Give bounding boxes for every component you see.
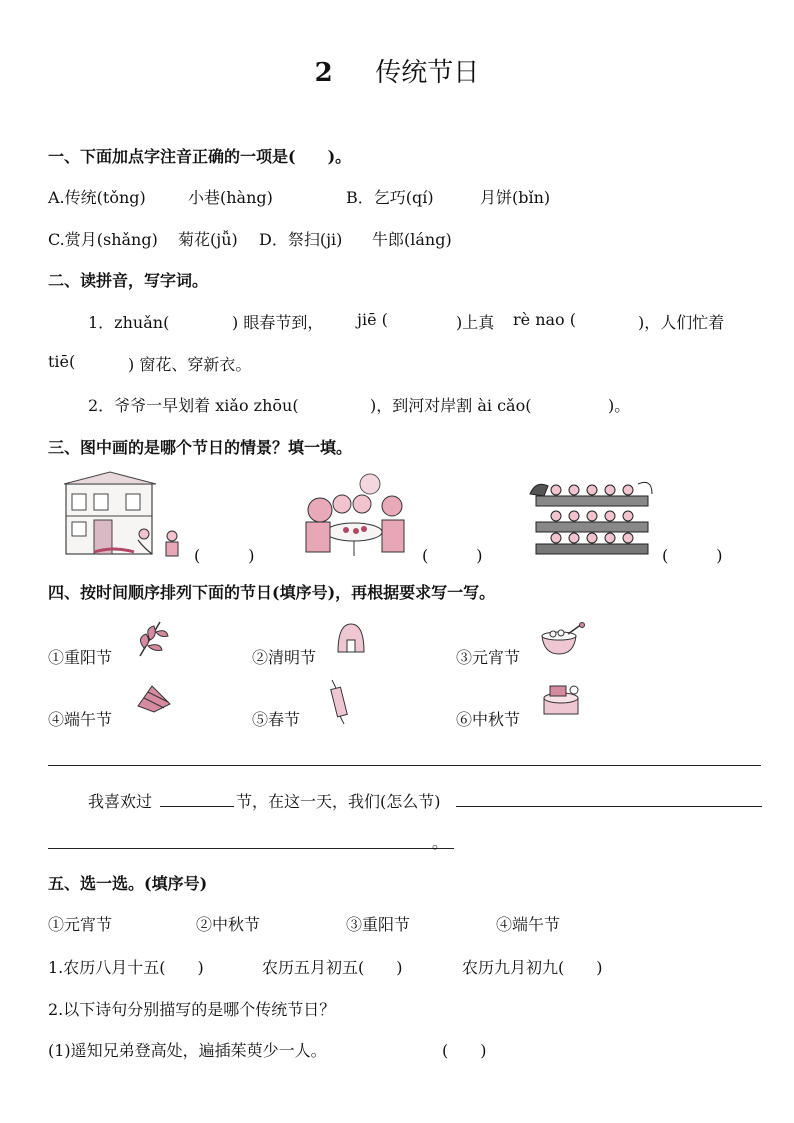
q1-part-h: ) 窗花、穿新衣。 — [128, 355, 252, 374]
option-b1: B．乞巧(qí) — [346, 188, 434, 207]
q1-part-b: ) 眼春节到， — [232, 313, 324, 332]
write-prompt-b: 节，在这一天，我们(怎么节) — [236, 792, 441, 811]
section-3-heading: 三、图中画的是哪个节日的情景？填一填。 — [48, 438, 353, 457]
q1-part-c: jiē ( — [357, 310, 388, 329]
option-c1: C.赏月(shǎng) — [48, 230, 158, 249]
festival-item-yuanxiao: ③元宵节 — [456, 648, 521, 667]
option-d2: 牛郎(láng) — [372, 230, 452, 249]
mooncake-icon — [542, 684, 582, 718]
lesson-title: 传统节日 — [375, 58, 480, 88]
lesson-number: 2 — [314, 58, 333, 88]
option-a2: 小巷(hàng) — [188, 188, 273, 207]
poem-line-1: (1)遥知兄弟登高处，遍插茱萸少一人。 — [48, 1041, 327, 1060]
option-a1: A.传统(tǒng) — [48, 188, 146, 207]
festival-item-zhongqiu: ⑥中秋节 — [456, 710, 521, 729]
answer-line-order[interactable] — [48, 765, 761, 766]
option-b2: 月饼(bǐn) — [480, 188, 551, 207]
poem-1-blank[interactable]: ( ) — [442, 1041, 487, 1060]
festival-item-chunjie: ⑤春节 — [252, 710, 301, 729]
q2-part-a: 2．爷爷一早划着 xiǎo zhōu( — [88, 396, 299, 415]
choice-option-3: ③重阳节 — [346, 915, 411, 934]
q1-part-g: tiē( — [48, 352, 76, 371]
activity-blank-line-1[interactable] — [456, 806, 762, 807]
page-title — [0, 52, 794, 89]
festival-item-duanwu: ④端午节 — [48, 710, 113, 729]
q1-part-d: )上真 — [456, 313, 495, 332]
q1-part-a: 1．zhuǎn( — [88, 313, 170, 332]
festival-item-qingming: ②清明节 — [252, 648, 317, 667]
poem-question: 2.以下诗句分别描写的是哪个传统节日？ — [48, 1000, 336, 1019]
option-d1: D．祭扫(ji) — [259, 230, 343, 249]
tomb-icon — [336, 622, 366, 656]
lunar-date-question-1: 1.农历八月十五( ) — [48, 958, 204, 977]
choice-option-4: ④端午节 — [496, 915, 561, 934]
option-c2: 菊花(jǚ) — [178, 230, 238, 249]
section-2-heading: 二、读拼音，写字词。 — [48, 271, 209, 290]
mid-autumn-picture — [298, 470, 410, 562]
section-5-heading: 五、选一选。(填序号) — [48, 874, 208, 893]
picture-2-blank[interactable]: ( ) — [422, 546, 483, 565]
sweet-dumplings-icon — [540, 622, 586, 656]
q1-part-f: )，人们忙着 — [638, 313, 725, 332]
picture-3-blank[interactable]: ( ) — [662, 546, 723, 565]
firecracker-icon — [328, 678, 352, 724]
section-1-heading: 一、下面加点字注音正确的一项是( )。 — [48, 147, 352, 166]
choice-option-2: ②中秋节 — [196, 915, 261, 934]
spring-festival-picture — [64, 470, 192, 562]
zongzi-icon — [136, 684, 172, 714]
section-4-heading: 四、按时间顺序排列下面的节日(填序号)，再根据要求写一写。 — [48, 583, 496, 602]
leaf-icon — [134, 618, 170, 658]
choice-option-1: ①元宵节 — [48, 915, 113, 934]
q1-part-e: rè nao ( — [513, 310, 577, 329]
q2-part-c: )。 — [608, 396, 631, 415]
picture-1-blank[interactable]: ( ) — [194, 546, 255, 565]
lunar-date-question-2: 农历五月初五( ) — [262, 958, 403, 977]
festival-blank-line[interactable] — [160, 806, 234, 807]
activity-blank-line-2[interactable] — [48, 848, 454, 849]
write-prompt-a: 我喜欢过 — [88, 792, 153, 811]
write-end-mark: 。 — [432, 833, 449, 852]
lunar-date-question-3: 农历九月初九( ) — [462, 958, 603, 977]
festival-item-chongyang: ①重阳节 — [48, 648, 113, 667]
dragon-boat-picture — [526, 474, 656, 558]
q2-part-b: )，到河对岸割 ài cǎo( — [370, 396, 532, 415]
